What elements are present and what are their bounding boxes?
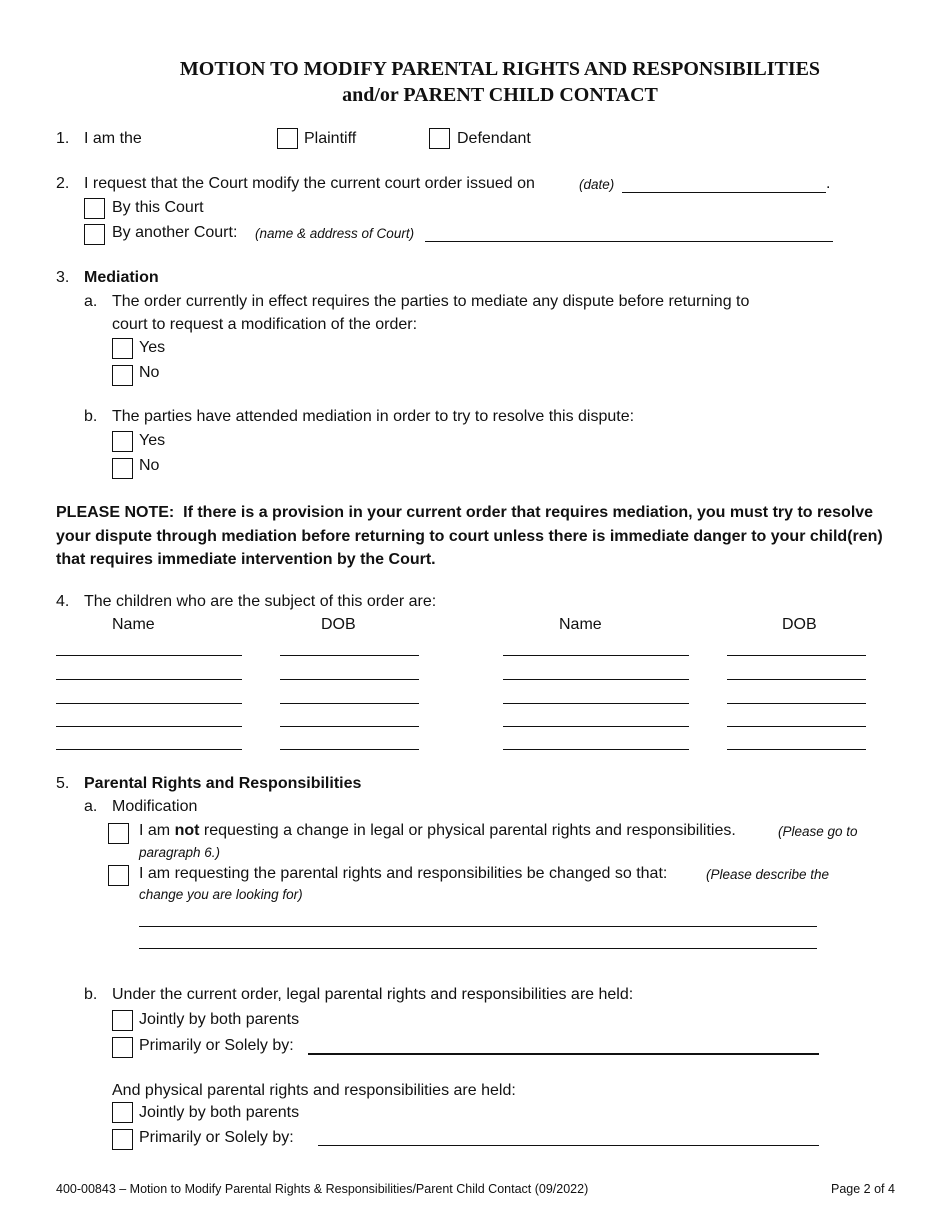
mediation-required-no-checkbox[interactable] [112,365,133,386]
item-5b-text: Under the current order, legal parental rights and responsibilities are held: [112,986,634,1003]
legal-jointly-label: Jointly by both parents [139,1011,300,1028]
by-another-court-checkbox[interactable] [84,224,105,245]
footer-form-id: 400-00843 – Motion to Modify Parental Rights & Responsibilities/Parent Child Contact (09/2022) [56,1182,589,1196]
child-dob-field[interactable] [280,679,419,680]
by-this-court-label: By this Court [112,199,204,216]
mediation-required-yes-label: Yes [139,339,166,356]
date-hint: (date) [579,177,615,192]
child-name-field[interactable] [503,726,689,727]
child-dob-field[interactable] [280,703,419,704]
child-name-field[interactable] [56,726,242,727]
child-name-field[interactable] [503,655,689,656]
child-name-field[interactable] [56,703,242,704]
by-another-court-label: By another Court: [112,224,238,241]
child-name-field[interactable] [56,749,242,750]
modification-heading: Modification [112,798,198,815]
child-name-field[interactable] [503,749,689,750]
child-name-field[interactable] [503,703,689,704]
not-requesting-change-text [139,822,736,840]
by-this-court-checkbox[interactable] [84,198,105,219]
col-name-right: Name [559,616,602,633]
plaintiff-checkbox[interactable] [277,128,298,149]
child-dob-field[interactable] [280,726,419,727]
item-3a-label: a. [84,293,98,310]
opt1-hint-1: (Please go to [778,824,858,839]
mediation-attended-no-checkbox[interactable] [112,458,133,479]
form-title: MOTION TO MODIFY PARENTAL RIGHTS AND RESPONSIBILITIES [179,58,821,80]
child-name-field[interactable] [56,679,242,680]
child-name-field[interactable] [56,655,242,656]
form-subtitle: and/or PARENT CHILD CONTACT [342,84,658,106]
item-1-text: I am the [84,130,142,147]
item-4-text: The children who are the subject of this order are: [84,593,437,610]
requesting-change-text: I am requesting the parental rights and responsibilities be changed so that: [139,865,668,882]
parental-rights-heading: Parental Rights and Responsibilities [84,775,362,792]
child-dob-field[interactable] [280,655,419,656]
col-name-left: Name [112,616,155,633]
child-dob-field[interactable] [727,749,866,750]
child-dob-field[interactable] [727,679,866,680]
mediation-heading: Mediation [84,269,159,286]
physical-rights-text: And physical parental rights and responsibilities are held: [112,1082,516,1099]
please-note-lead: PLEASE NOTE: [56,504,175,521]
physical-jointly-label: Jointly by both parents [139,1104,300,1121]
item-3b-text: The parties have attended mediation in order to try to resolve this dispute: [112,408,635,425]
change-description-line-1[interactable] [139,926,817,927]
item-2-number: 2. [56,175,70,192]
not-requesting-change-checkbox[interactable] [108,823,129,844]
physical-jointly-checkbox[interactable] [112,1102,133,1123]
physical-primarily-label: Primarily or Solely by: [139,1129,294,1146]
opt1-pre: I am [139,822,171,839]
opt2-hint-1: (Please describe the [706,867,830,882]
opt1-hint-2: paragraph 6.) [139,845,221,860]
col-dob-left: DOB [321,616,356,633]
item-3a-text-2: court to request a modification of the order: [112,316,418,333]
item-3-number: 3. [56,269,70,286]
item-1-number: 1. [56,130,70,147]
plaintiff-label: Plaintiff [304,130,357,147]
item-5-number: 5. [56,775,70,792]
mediation-attended-no-label: No [139,457,160,474]
physical-primarily-checkbox[interactable] [112,1129,133,1150]
footer-page-number: Page 2 of 4 [831,1182,895,1196]
defendant-label: Defendant [457,130,531,147]
item-2-text: I request that the Court modify the current court order issued on [84,175,535,192]
col-dob-right: DOB [782,616,817,633]
defendant-checkbox[interactable] [429,128,450,149]
child-dob-field[interactable] [727,655,866,656]
legal-jointly-checkbox[interactable] [112,1010,133,1031]
change-description-line-2[interactable] [139,948,817,949]
opt1-bold: not [174,822,200,839]
item-5a-label: a. [84,798,98,815]
legal-primarily-field[interactable] [308,1053,819,1055]
please-note-text: If there is a provision in your current order that requires mediation, you must try to resolve your dispute through mediation before returning to court unless there is immediate danger to your child(ren) that requires immediate intervention by the Court. [56,504,883,568]
order-date-field[interactable] [622,192,826,193]
child-dob-field[interactable] [280,749,419,750]
opt1-post: requesting a change in legal or physical parental rights and responsibilities. [203,822,736,839]
item-5b-label: b. [84,986,98,1003]
date-period: . [826,175,831,192]
child-dob-field[interactable] [727,703,866,704]
mediation-attended-yes-label: Yes [139,432,166,449]
item-3a-text-1: The order currently in effect requires the parties to mediate any dispute before returning to [112,293,750,310]
requesting-change-checkbox[interactable] [108,865,129,886]
mediation-required-yes-checkbox[interactable] [112,338,133,359]
mediation-required-no-label: No [139,364,160,381]
physical-primarily-field[interactable] [318,1145,819,1146]
other-court-hint: (name & address of Court) [255,226,415,241]
item-4-number: 4. [56,593,70,610]
please-note [56,501,886,572]
other-court-field[interactable] [425,241,833,242]
opt2-hint-2: change you are looking for) [139,887,303,902]
child-dob-field[interactable] [727,726,866,727]
mediation-attended-yes-checkbox[interactable] [112,431,133,452]
legal-primarily-label: Primarily or Solely by: [139,1037,294,1054]
legal-primarily-checkbox[interactable] [112,1037,133,1058]
item-3b-label: b. [84,408,98,425]
child-name-field[interactable] [503,679,689,680]
